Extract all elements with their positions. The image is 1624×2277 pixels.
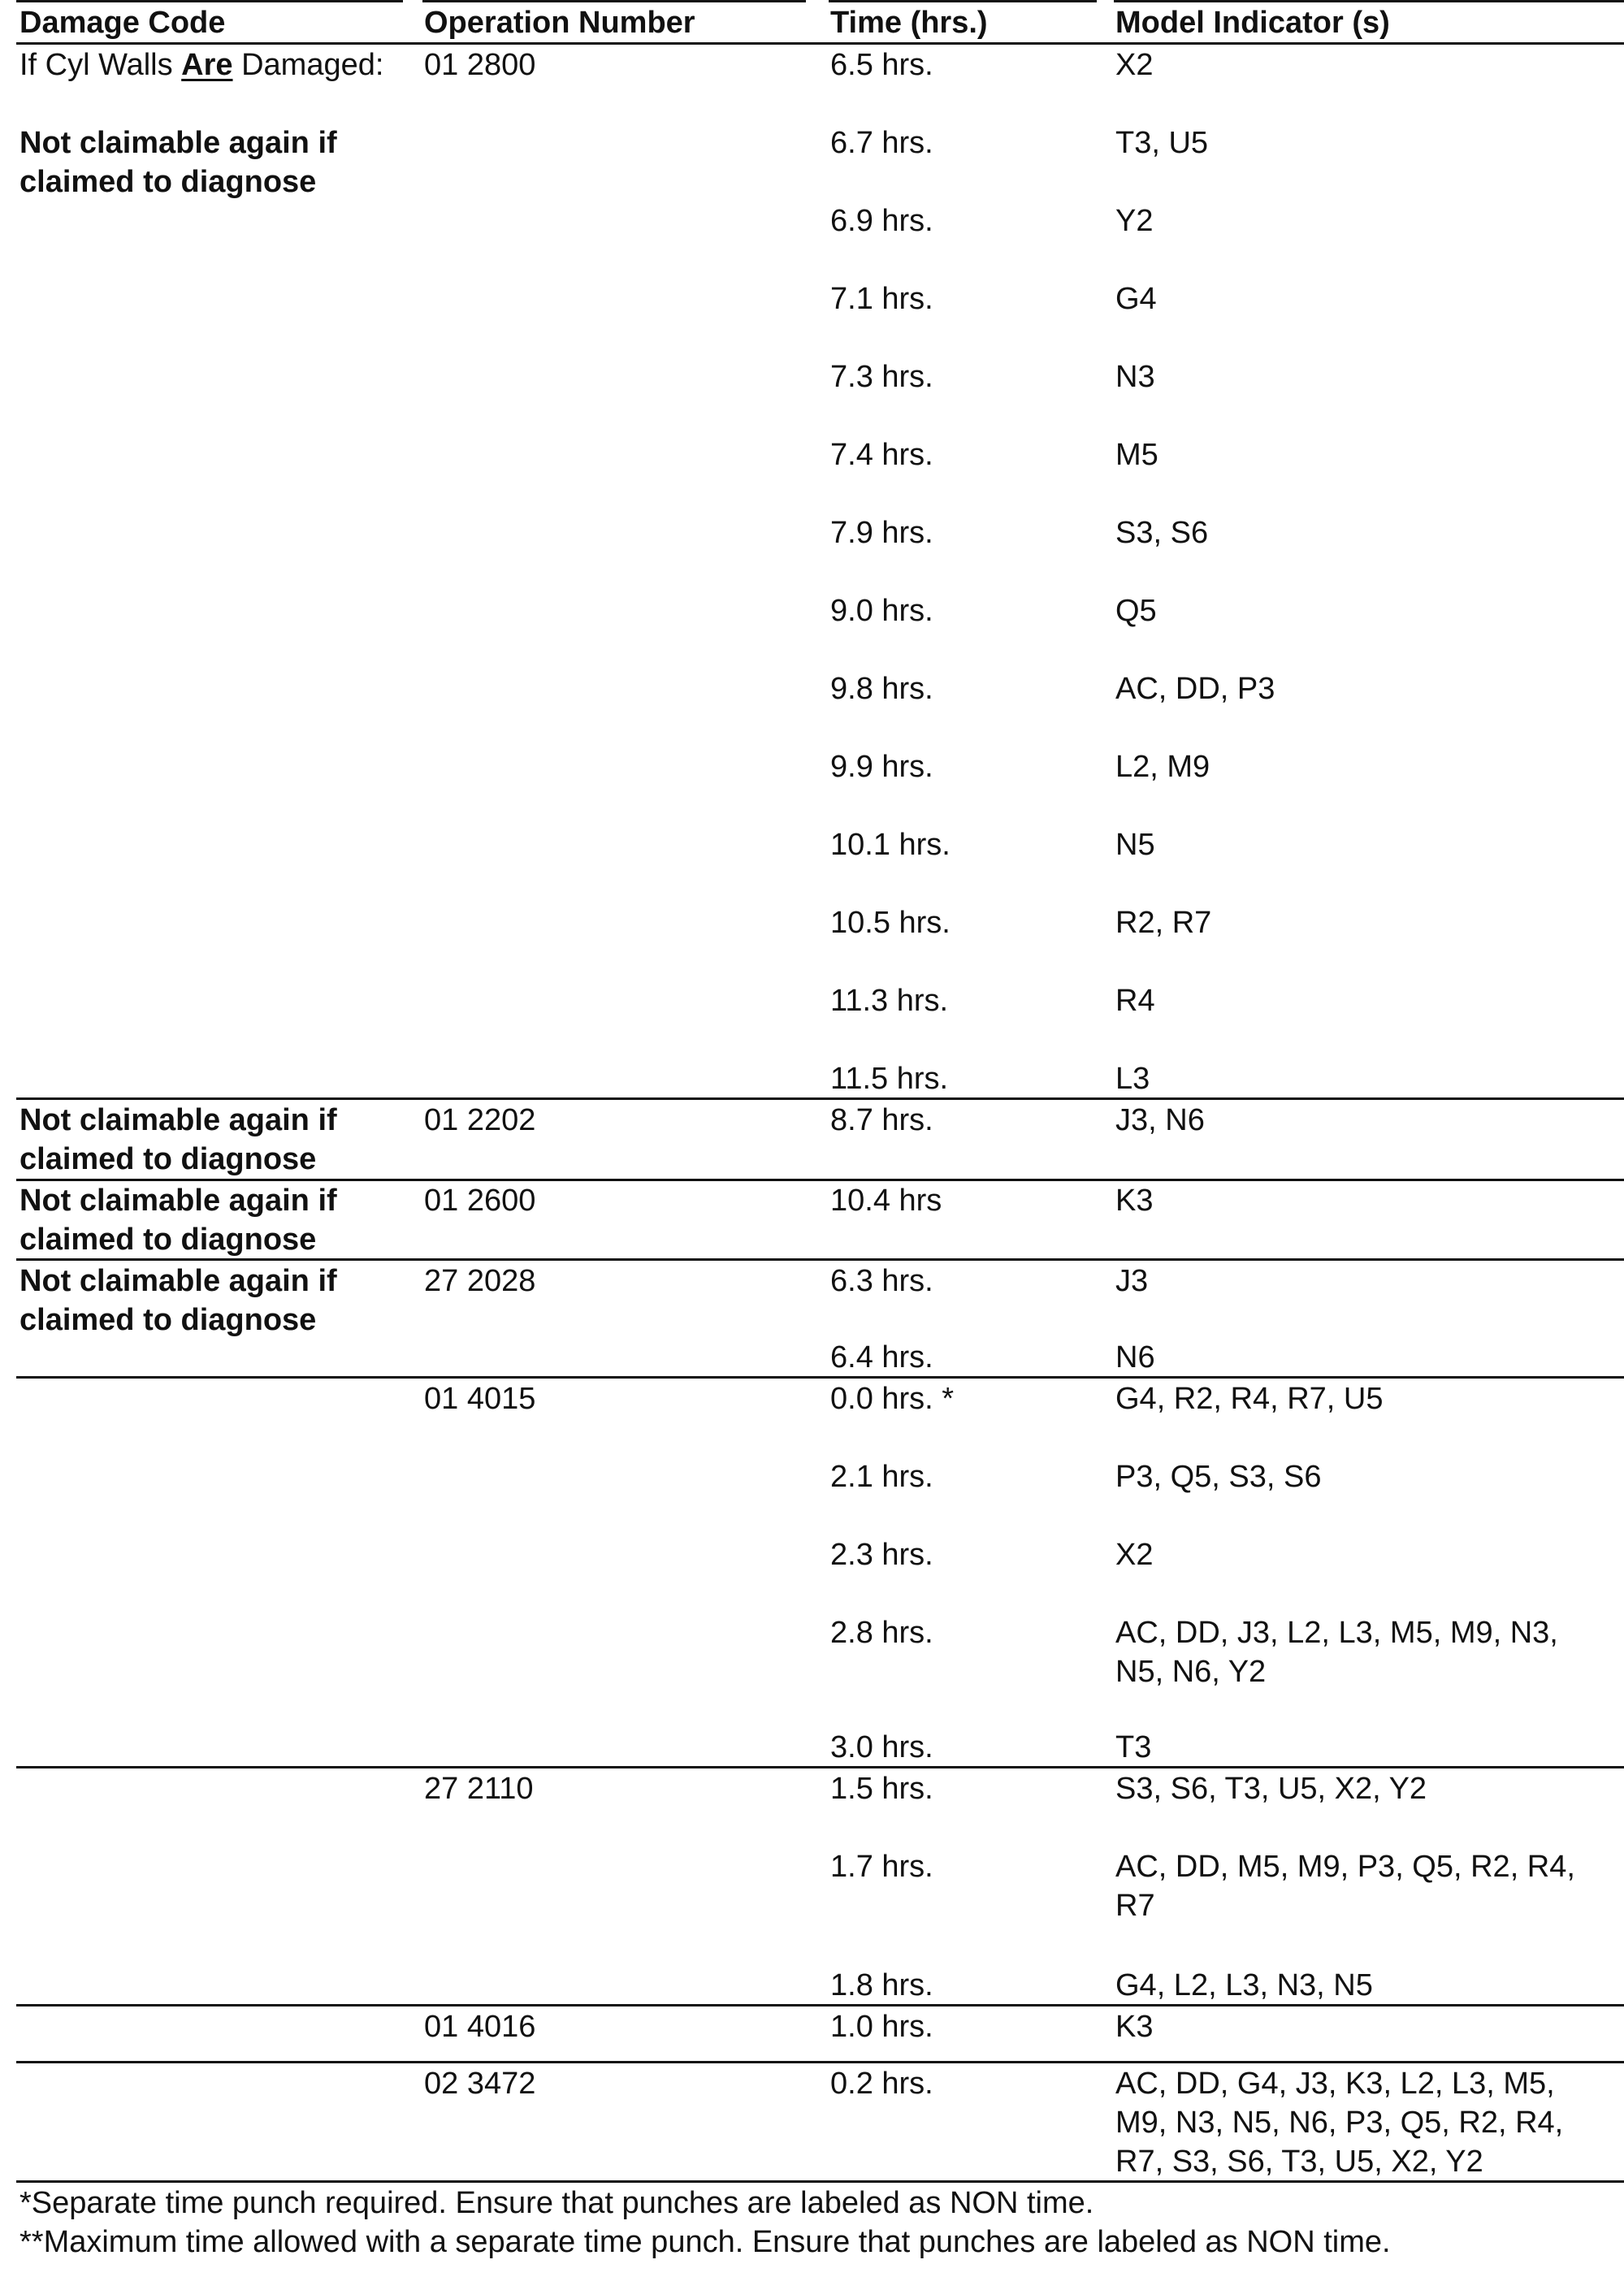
- time-value: 2.3 hrs.: [830, 1538, 933, 1572]
- time-value: 9.8 hrs.: [830, 672, 933, 706]
- model-indicator: Q5: [1115, 594, 1157, 628]
- table-rule: [16, 1766, 1624, 1768]
- model-indicator: AC, DD, G4, J3, K3, L2, L3, M5,: [1115, 2067, 1555, 2101]
- time-value: 11.5 hrs.: [830, 1062, 949, 1096]
- model-indicator: M5: [1115, 438, 1158, 472]
- model-indicator: L3: [1115, 1062, 1150, 1096]
- operation-number: 02 3472: [424, 2067, 536, 2101]
- claim-note-line: Not claimable again if: [19, 1264, 337, 1298]
- operation-number: 27 2028: [424, 1264, 536, 1298]
- damage-suffix: Damaged:: [241, 48, 384, 82]
- model-indicator: P3, Q5, S3, S6: [1115, 1460, 1322, 1494]
- model-indicator: N6: [1115, 1340, 1155, 1374]
- model-indicator: AC, DD, J3, L2, L3, M5, M9, N3,: [1115, 1616, 1558, 1650]
- table-rule: [16, 2004, 1624, 2006]
- model-indicator: AC, DD, P3: [1115, 672, 1275, 706]
- header-rule-segment: [16, 0, 403, 2]
- damage-prefix: If Cyl Walls: [19, 48, 173, 82]
- model-indicator: T3: [1115, 1730, 1152, 1764]
- operation-number: 01 2800: [424, 48, 536, 82]
- damage-condition: [19, 45, 383, 84]
- time-value: 6.4 hrs.: [830, 1340, 933, 1374]
- footnote-maximum-time: **Maximum time allowed with a separate time punch. Ensure that punches are labeled as NON time.: [19, 2225, 1391, 2259]
- time-value: 2.1 hrs.: [830, 1460, 933, 1494]
- time-value: 1.8 hrs.: [830, 1968, 933, 2002]
- model-indicator: R2, R7: [1115, 906, 1212, 940]
- model-indicator: J3: [1115, 1264, 1149, 1298]
- time-value: 6.7 hrs.: [830, 126, 933, 160]
- model-indicator: R7, S3, S6, T3, U5, X2, Y2: [1115, 2145, 1483, 2179]
- time-value: 7.9 hrs.: [830, 516, 933, 550]
- time-value: 7.1 hrs.: [830, 282, 933, 316]
- time-value: 0.0 hrs. *: [830, 1382, 955, 1416]
- header-operation-number: Operation Number: [424, 6, 695, 40]
- model-indicator: S3, S6, T3, U5, X2, Y2: [1115, 1772, 1427, 1806]
- time-value: 6.9 hrs.: [830, 204, 933, 238]
- time-value: 9.0 hrs.: [830, 594, 933, 628]
- claim-note-line: Not claimable again if: [19, 1103, 337, 1137]
- time-value: 10.4 hrs: [830, 1184, 942, 1218]
- time-value: 7.4 hrs.: [830, 438, 933, 472]
- operation-number: 27 2110: [424, 1772, 534, 1806]
- time-value: 0.2 hrs.: [830, 2067, 933, 2101]
- header-rule-segment: [422, 0, 806, 2]
- model-indicator: R7: [1115, 1889, 1155, 1923]
- model-indicator: G4, R2, R4, R7, U5: [1115, 1382, 1384, 1416]
- table-rule: [16, 2061, 1624, 2063]
- operation-number: 01 4016: [424, 2010, 536, 2044]
- header-model-indicator: Model Indicator (s): [1115, 6, 1390, 40]
- damage-emphasis: Are: [181, 48, 233, 82]
- time-value: 2.8 hrs.: [830, 1616, 933, 1650]
- model-indicator: N5, N6, Y2: [1115, 1655, 1267, 1689]
- header-rule-segment: [829, 0, 1097, 2]
- footnote-separate-punch: *Separate time punch required. Ensure that punches are labeled as NON time.: [19, 2186, 1094, 2220]
- model-indicator: K3: [1115, 1184, 1154, 1218]
- claim-note-line: Not claimable again if: [19, 126, 337, 160]
- model-indicator: G4, L2, L3, N3, N5: [1115, 1968, 1373, 2002]
- time-value: 11.3 hrs.: [830, 984, 949, 1018]
- model-indicator: AC, DD, M5, M9, P3, Q5, R2, R4,: [1115, 1850, 1575, 1884]
- time-value: 8.7 hrs.: [830, 1103, 933, 1137]
- table-rule: [16, 1376, 1624, 1379]
- model-indicator: M9, N3, N5, N6, P3, Q5, R2, R4,: [1115, 2106, 1564, 2140]
- claim-note-line: Not claimable again if: [19, 1184, 337, 1218]
- time-value: 1.5 hrs.: [830, 1772, 933, 1806]
- table-rule: [16, 42, 1624, 45]
- model-indicator: L2, M9: [1115, 750, 1210, 784]
- time-value: 3.0 hrs.: [830, 1730, 933, 1764]
- model-indicator: S3, S6: [1115, 516, 1209, 550]
- header-rule-segment: [1114, 0, 1624, 2]
- model-indicator: X2: [1115, 1538, 1154, 1572]
- operation-number: 01 4015: [424, 1382, 536, 1416]
- model-indicator: Y2: [1115, 204, 1154, 238]
- header-damage-code: Damage Code: [19, 6, 226, 40]
- model-indicator: K3: [1115, 2010, 1154, 2044]
- header-time: Time (hrs.): [830, 6, 988, 40]
- time-value: 10.1 hrs.: [830, 828, 951, 862]
- claim-note-line: claimed to diagnose: [19, 165, 317, 199]
- model-indicator: X2: [1115, 48, 1154, 82]
- time-value: 9.9 hrs.: [830, 750, 933, 784]
- claim-note-line: claimed to diagnose: [19, 1142, 317, 1176]
- model-indicator: T3, U5: [1115, 126, 1209, 160]
- time-value: 10.5 hrs.: [830, 906, 951, 940]
- operation-number: 01 2202: [424, 1103, 536, 1137]
- time-value: 6.3 hrs.: [830, 1264, 933, 1298]
- model-indicator: N3: [1115, 360, 1155, 394]
- model-indicator: G4: [1115, 282, 1157, 316]
- time-value: 1.0 hrs.: [830, 2010, 933, 2044]
- model-indicator: R4: [1115, 984, 1155, 1018]
- model-indicator: N5: [1115, 828, 1155, 862]
- table-rule: [16, 1097, 1624, 1100]
- claim-note-line: claimed to diagnose: [19, 1223, 317, 1257]
- time-value: 6.5 hrs.: [830, 48, 933, 82]
- time-value: 7.3 hrs.: [830, 360, 933, 394]
- model-indicator: J3, N6: [1115, 1103, 1205, 1137]
- time-value: 1.7 hrs.: [830, 1850, 933, 1884]
- operation-number: 01 2600: [424, 1184, 536, 1218]
- claim-note-line: claimed to diagnose: [19, 1303, 317, 1337]
